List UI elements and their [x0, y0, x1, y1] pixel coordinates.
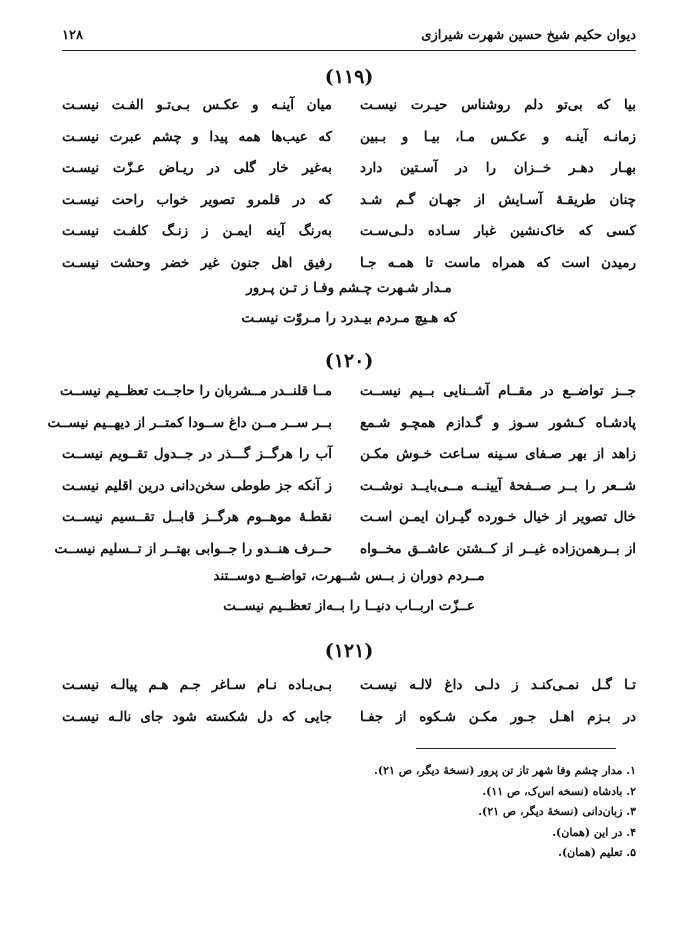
first-hemistich: رمیدن است که همراه ماست تا همـه جـا	[360, 254, 636, 271]
couplet	[62, 160, 636, 192]
second-hemistich: مــا قلنــدر مــشربان را حاجــت تعظــیم نیســت	[60, 383, 332, 399]
second-hemistich: میان آینـه و عکـس بـی‌تـو الفـت نیسـت	[62, 97, 332, 113]
closing-line: که هـیچ مـردم بیـدرد را مـروّت نیسـت	[241, 310, 457, 326]
second-hemistich: رفیق اهل جنون غیر خضر وحشت نیسـت	[62, 254, 332, 271]
footnote: ۳. زبان‌دانی (نسخهٔ دیگر، ص ۲۱).	[478, 805, 636, 818]
second-hemistich: به‌رنگ آینه ایمـن ز زنـگ کلفـت نیسـت	[62, 223, 332, 239]
couplet	[62, 223, 636, 255]
second-hemistich: به‌غیر خار گلی در ریـاض عـزّت نیسـت	[62, 160, 332, 176]
ghazal-couplets	[62, 97, 636, 286]
first-hemistich: تـا گـل نمـی‌کنـد ز دلـی داغ لالـه نیسـت	[360, 677, 636, 693]
second-hemistich: که عیب‌ها همه پیدا و چشم عبرت نیسـت	[62, 128, 332, 145]
ghazal-number: (۱۱۹)	[324, 66, 374, 88]
couplet	[62, 709, 636, 741]
couplet	[62, 478, 636, 510]
footnote: ۲. بادشاه (نسخه اس‌ک، ص ۱۱).	[482, 784, 636, 798]
closing-couplet	[0, 568, 698, 628]
first-hemistich: چنان طریقـهٔ آسـایش از جهـان گـم شـد	[360, 191, 636, 208]
footnote: ۱. مدار چشم وفا شهر تاز تن پرور (نسخهٔ دیگر، ص ۲۱).	[374, 764, 636, 777]
second-hemistich: نقطـهٔ موهــوم هرگــز قابــل تقــسیم نیســت	[62, 509, 332, 525]
couplet	[62, 97, 636, 129]
couplet	[62, 192, 636, 224]
second-hemistich: جایی که دل شکسته شود جای نالـه نیسـت	[62, 708, 332, 725]
closing-line: عــزّت اربــاب دنیــا را بــه‌از تعظــیم نیســت	[223, 598, 475, 614]
first-hemistich: جــز تواضــع در مقــام آشــنایی بــیم نیســت	[360, 383, 636, 399]
running-header	[62, 28, 636, 51]
first-hemistich: شــعر را بــر صــفحهٔ آیینــه مــی‌بایــد نوشــت	[360, 477, 636, 494]
second-hemistich: بـی‌بـاده نـام سـاغر جـم هـم پیالـه نیسـت	[62, 677, 332, 693]
footnotes	[374, 764, 636, 867]
first-hemistich: پادشـاه کـشور سـوز و گـدازم همچـو شـمع	[360, 414, 636, 431]
closing-line: مـدار شـهرت چـشم وفـا ز تـن پـرور	[246, 280, 452, 296]
first-hemistich: در بـزم اهـل جـور مکـن شـکوه از جفـا	[360, 708, 636, 725]
first-hemistich: خال تصویر از خیال خـورده گیـران ایمـن اسـت	[360, 509, 636, 525]
couplet	[62, 677, 636, 709]
footnote-divider	[416, 748, 616, 749]
second-hemistich: بــر ســر مــن داغ ســودا کمتــر از دیهــیم نیســت	[47, 414, 332, 431]
first-hemistich: کسی که خاک‌نشین غبار سـاده دلـی‌سـت	[360, 223, 636, 239]
first-hemistich: بهـار دهـر خــزان را در آسـتین دارد	[360, 160, 636, 176]
ghazal-couplets	[47, 383, 636, 572]
ghazal-number: (۱۲۰)	[324, 350, 374, 372]
first-hemistich: زمانـه آینـه و عکـس مـا، بیـا و بـبین	[360, 128, 636, 145]
footnote: ۴. در این (همان).	[552, 825, 636, 839]
couplet	[62, 383, 636, 415]
ghazal-couplets	[62, 677, 636, 740]
page-number: ۱۲۸	[62, 28, 83, 43]
first-hemistich: از بــرهمن‌زاده غیــر از کــشتن عاشــق مخــواه	[360, 540, 636, 557]
second-hemistich: آب را هرگــز گـــذر در جــدول تقــویم نیســت	[62, 446, 332, 462]
couplet	[62, 509, 636, 541]
couplet	[62, 446, 636, 478]
first-hemistich: بیا که بی‌تو دلم روشناس حیـرت نیسـت	[360, 97, 636, 113]
couplet	[62, 129, 636, 161]
second-hemistich: ز آنکه جز طوطی سخن‌دانی درین اقلیم نیسـت	[62, 477, 332, 494]
closing-line: مــردم دوران ز بــس شــهرت، تواضــع دوســتند	[213, 568, 485, 584]
book-title: دیوان حکیم شیخ حسین شهرت شیرازی	[421, 28, 636, 43]
second-hemistich: که در قلمرو تصویر خواب راحت نیسـت	[62, 191, 332, 208]
second-hemistich: حــرف هنــدو را جــوابی بهتــر از تــسلیم نیســت	[54, 540, 332, 557]
ghazal-number: (۱۲۱)	[324, 640, 374, 662]
footnote: ۵. تعلیم (همان).	[558, 846, 636, 859]
closing-couplet	[0, 280, 698, 340]
first-hemistich: زاهد از بهر صـفای سـینه سـاعت خـوش مکـن	[360, 446, 636, 462]
couplet	[47, 414, 636, 447]
